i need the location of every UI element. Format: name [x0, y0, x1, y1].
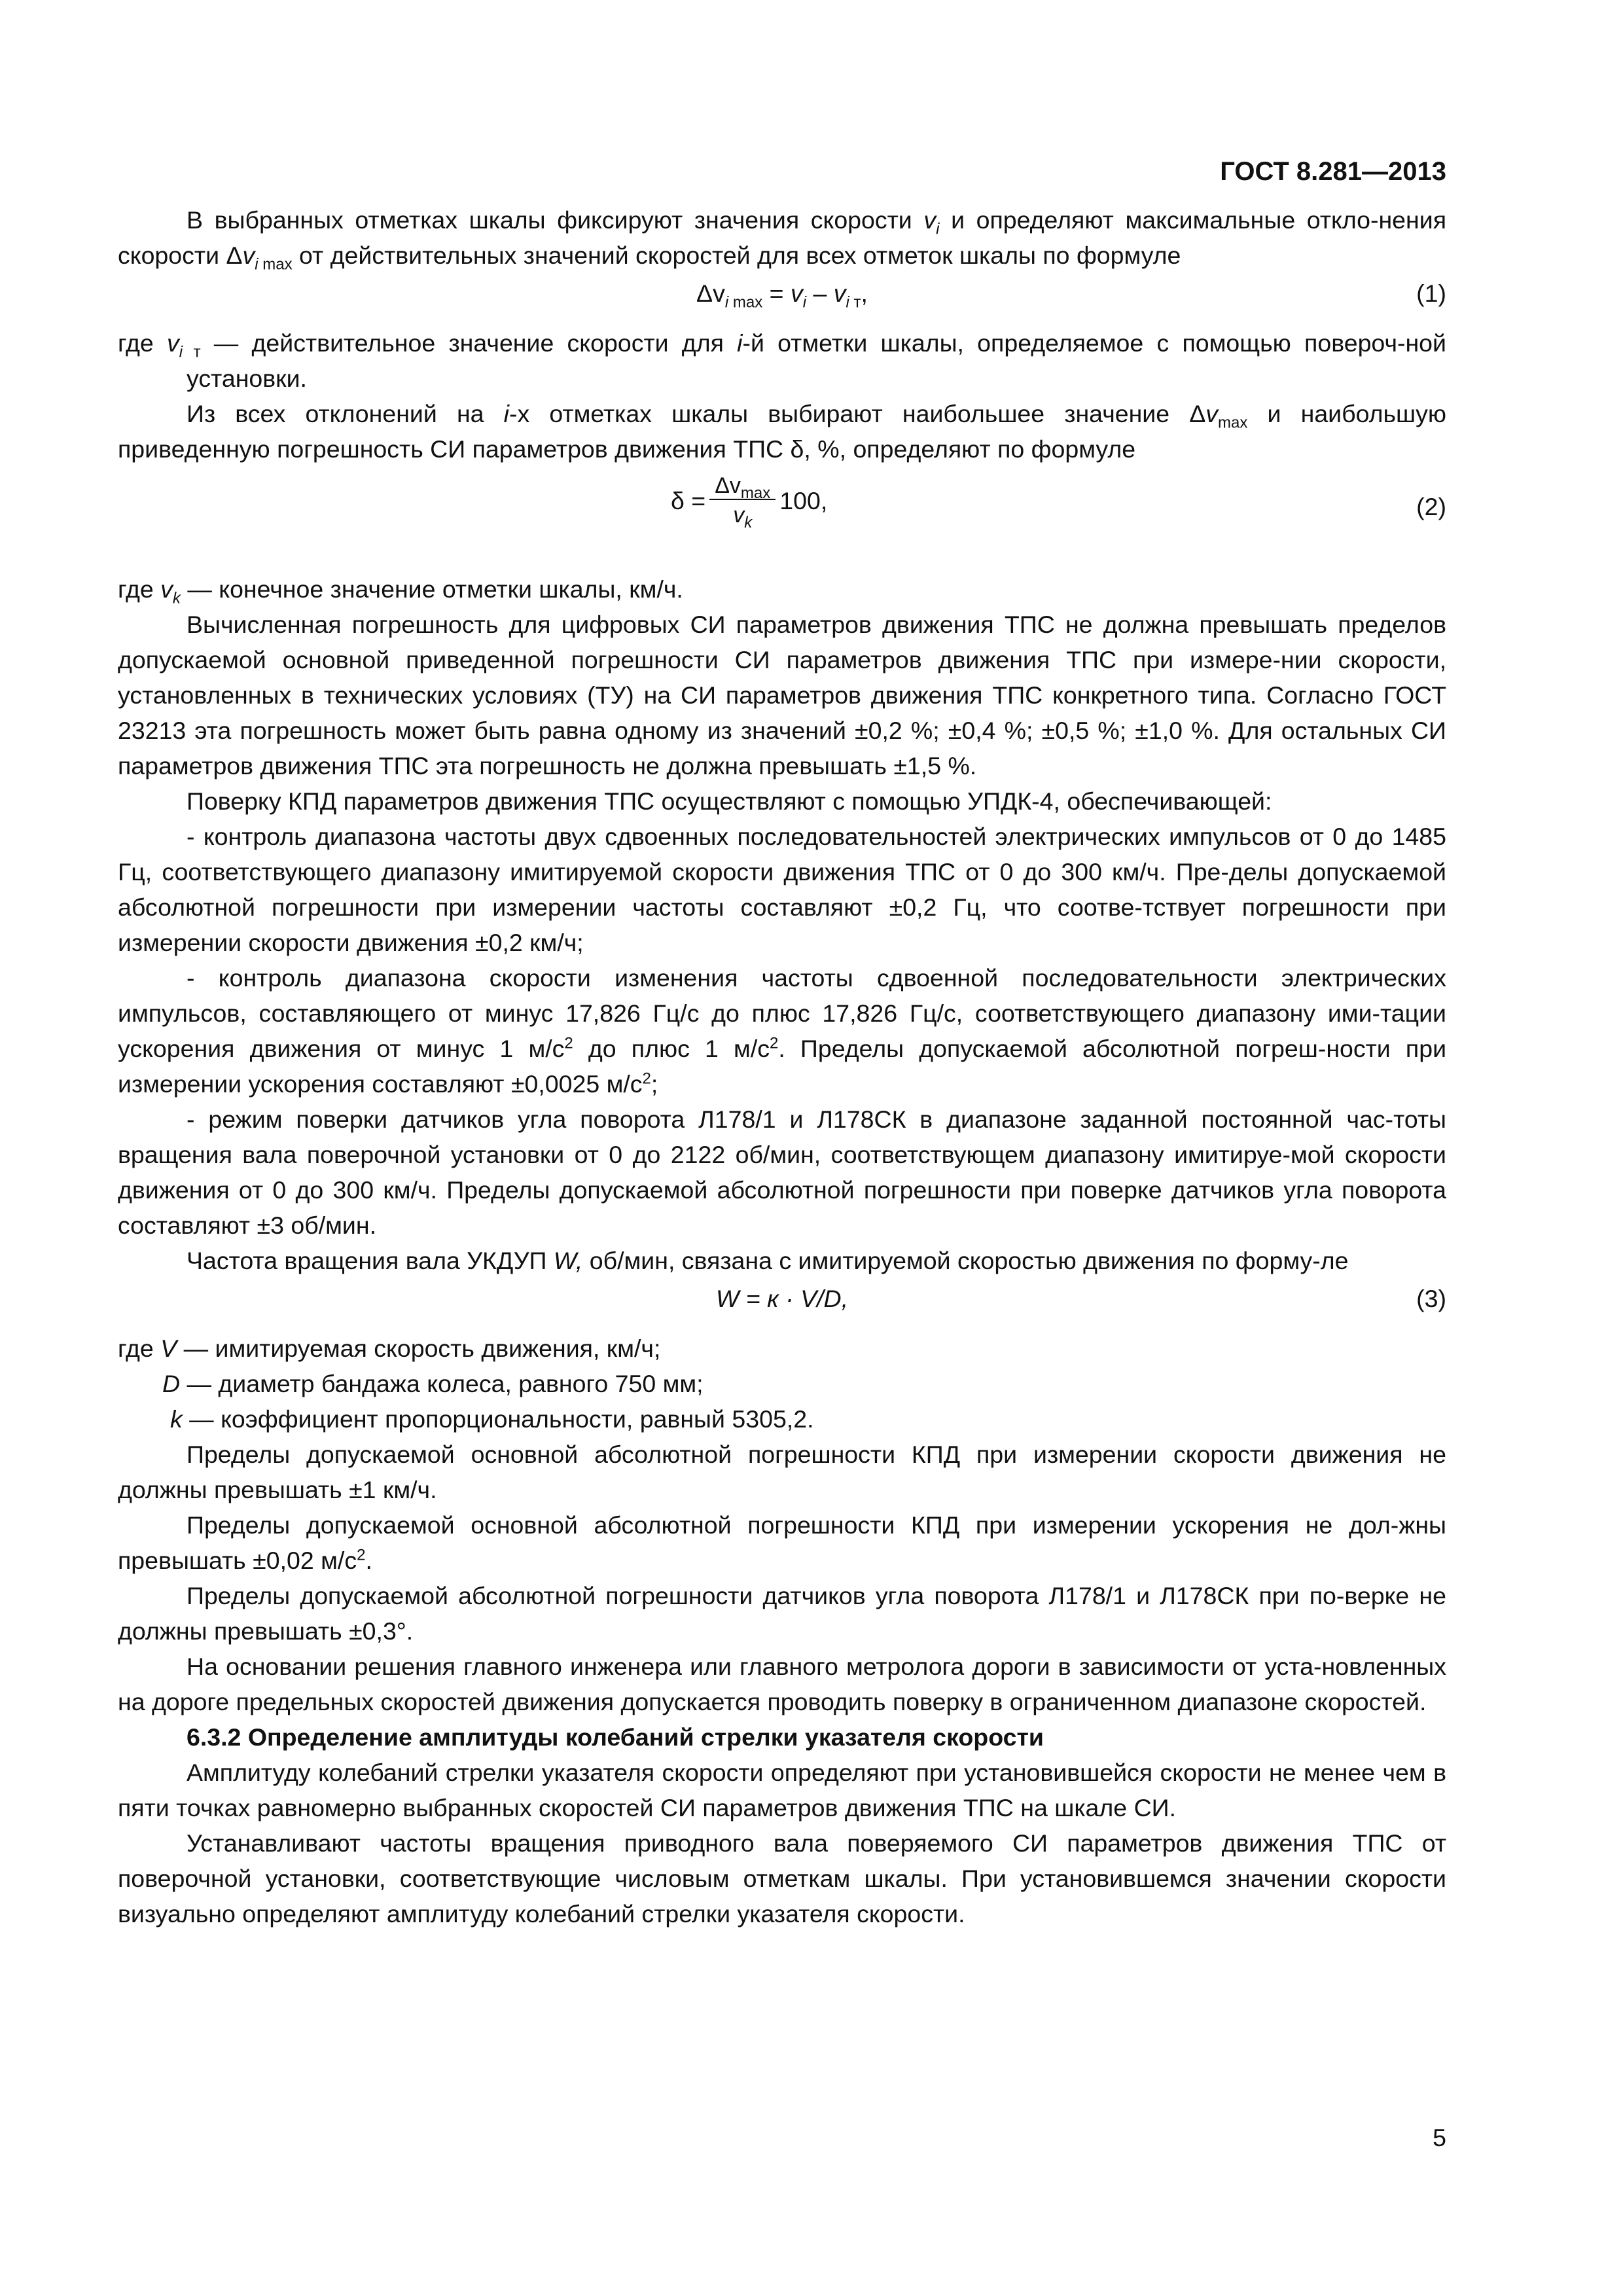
page-number: 5	[1433, 2124, 1446, 2151]
formula-2	[118, 467, 1446, 571]
formula-1-number: (1)	[1416, 279, 1446, 307]
list-item-frequency: - контроль диапазона частоты двух сдвоенных последовательностей электрических импульсов от 0 до 1485 Гц, соответствующего диапазону имитируемой скорости движения ТПС от 0 до 300 км/ч. Пре-делы допускаемой абсолютной погрешности при измерении частоты составляют ±0,2 Гц, что соотве-тствует погрешности при измерении скорости движения ±0,2 км/ч;	[118, 823, 1446, 956]
list-item-sensors: - режим поверки датчиков угла поворота Л178/1 и Л178СК в диапазоне заданной постоянной час-тоты вращения вала поверочной установки от 0 до 2122 об/мин, соответствующем диапазону имитируе-мой скорости движения от 0 до 300 км/ч. Пределы допускаемой абсолютной погрешности при поверке датчиков угла поворота составляют ±3 об/мин.	[118, 1105, 1446, 1239]
where-clause-2: где $v_k$ — конечное значение отметки шкалы, км/ч.	[118, 575, 683, 607]
formula-3-number: (3)	[1416, 1285, 1446, 1312]
document-header: ГОСТ 8.281—2013	[1220, 157, 1446, 186]
formula-2-number: (2)	[1416, 493, 1446, 520]
list-item-acceleration: - контроль диапазона скорости изменения частоты сдвоенной последовательности электрических импульсов, составляющего от минус 17,826 Гц/с до плюс 17,826 Гц/с, соответствующего диапазону ими-тации ускорения движения от минус 1 $м/с^2$ до плюс 1 $м/с^2$. Пределы допускаемой абсолютной погреш-ности при измерении ускорения составляют ±0,0025 $м/с^2$;	[118, 964, 1447, 1098]
paragraph-max-deviation: Из всех отклонений на i-х отметках шкалы выбирают наибольшее значение $\Delta v_{max}$ и наибольшую приведенную погрешность СИ параметров движения ТПС δ, %, определяют по формуле	[118, 400, 1447, 463]
where-clause-3-d: D — диаметр бандажа колеса, равного 750 мм;	[162, 1370, 704, 1397]
paragraph-intro: В выбранных отметках шкалы фиксируют значения скорости $v_i$ и определяют максимальные откло-нения скорости $\Delta v_{i max}$ от действительных значений скоростей для всех отметок шкалы по формуле	[118, 206, 1446, 274]
formula-3-expression: W = к · V/D,	[715, 1285, 849, 1312]
paragraph-sensor-limit: Пределы допускаемой абсолютной погрешности датчиков угла поворота Л178/1 и Л178СК при по-верке не должны превышать ±0,3°.	[118, 1582, 1446, 1645]
paragraph-amplitude: Амплитуду колебаний стрелки указателя скорости определяют при установившейся скорости не менее чем в пяти точках равномерно выбранных скоростей СИ параметров движения ТПС на шкале СИ.	[118, 1759, 1446, 1821]
fraction: $\Delta v_{max}$ $v_k$	[709, 473, 776, 528]
formula-1-expression: $\Delta v_{i max} = v_i - v_{i т}$,	[696, 279, 868, 312]
paragraph-rotation-setup: Устанавливают частоты вращения приводного вала поверяемого СИ параметров движения ТПС от поверочной установки, соответствующие числовым отметкам шкалы. При установившемся значении скорости визуально определяют амплитуду колебаний стрелки указателя скорости.	[118, 1829, 1446, 1928]
paragraph-acceleration-limit: Пределы допускаемой основной абсолютной погрешности КПД при измерении ускорения не дол-жны превышать ±0,02 $м/с^2$.	[118, 1511, 1446, 1574]
where-clause-3-v: где V — имитируемая скорость движения, км/ч;	[118, 1335, 661, 1362]
paragraph-shaft-rotation: Частота вращения вала УКДУП W, об/мин, связана с имитируемой скоростью движения по форму-ле	[187, 1247, 1349, 1274]
paragraph-verification-intro: Поверку КПД параметров движения ТПС осуществляют с помощью УПДК-4, обеспечивающей:	[187, 787, 1272, 815]
where-clause-1: где $v_{i т}$ — действительное значение скорости для i-й отметки шкалы, определяемое с помощью повероч-ной установки.	[118, 329, 1446, 392]
formula-1	[118, 273, 1446, 325]
paragraph-speed-limit: Пределы допускаемой основной абсолютной погрешности КПД при измерении скорости движения не должны превышать ±1 км/ч.	[118, 1441, 1446, 1503]
where-clause-3-k: k — коэффициент пропорциональности, равный 5305,2.	[170, 1405, 814, 1433]
paragraph-computed-error: Вычисленная погрешность для цифровых СИ параметров движения ТПС не должна превышать пределов допускаемой основной приведенной погрешности СИ параметров движения ТПС при измере-нии скорости, установленных в технических условиях (ТУ) на СИ параметров движения ТПС конкретного типа. Согласно ГОСТ 23213 эта погрешность может быть равна одному из значений ±0,2 %; ±0,4 %; ±0,5 %; ±1,0 %. Для остальных СИ параметров движения ТПС эта погрешность не должна превышать ±1,5 %.	[118, 611, 1446, 780]
paragraph-limited-range: На основании решения главного инженера или главного метролога дороги в зависимости от уста-новленных на дороге предельных скоростей движения допускается проводить поверку в ограниченном диапазоне скоростей.	[118, 1653, 1446, 1715]
formula-2-expression: δ = $\Delta v_{max}$ $v_k$ 100,	[671, 473, 828, 531]
document-page	[118, 157, 1446, 1931]
section-heading: 6.3.2 Определение амплитуды колебаний стрелки указателя скорости	[187, 1723, 1044, 1751]
formula-3	[118, 1278, 1446, 1331]
